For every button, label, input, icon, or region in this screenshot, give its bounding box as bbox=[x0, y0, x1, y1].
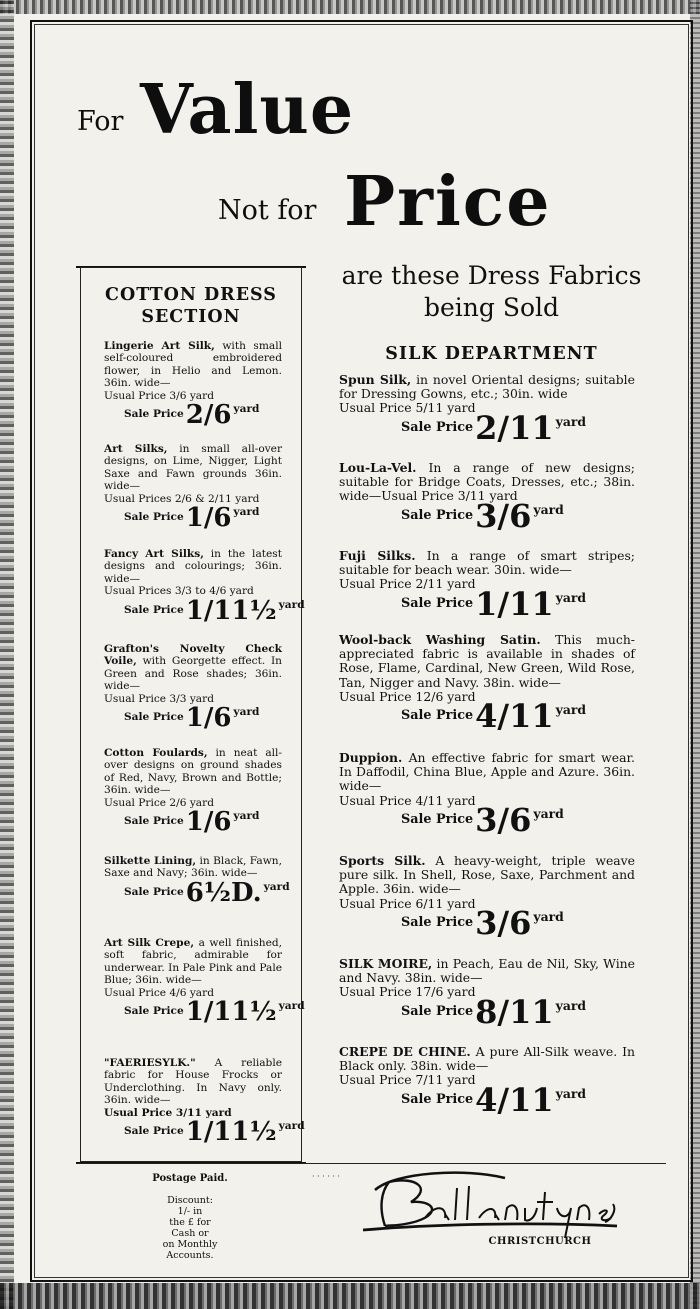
left-item bbox=[104, 643, 282, 734]
torn-edge-left bbox=[0, 0, 14, 1309]
item-name: Art Silk Crepe, bbox=[104, 937, 195, 949]
sale-price: Sale Price1/6 yard bbox=[124, 703, 260, 734]
sale-price: Sale Price3/6 yard bbox=[401, 903, 564, 942]
item-description: in small all-over designs, on Lime, Nigger, Light Saxe and Fawn grounds 36in. wide— bbox=[104, 443, 283, 493]
item-description: In a range of new designs; suitable for Bridge Coats, Dresses, etc.; 38in. wide—Usual Price 3/11 yard bbox=[339, 460, 635, 504]
sale-price: Sale Price4/11 yard bbox=[401, 697, 587, 736]
ballantynes-signature-logo bbox=[355, 1168, 620, 1243]
postage-paid: Postage Paid. bbox=[152, 1173, 228, 1184]
discount-note: Discount: 1/- in the £ for Cash or on Monthly Accounts. bbox=[162, 1195, 218, 1261]
item-description: in neat all-over designs on ground shades of Red, Navy, Brown and Bottle; 36in. wide— bbox=[104, 747, 283, 797]
sale-amount: 4/11 bbox=[475, 1080, 554, 1119]
torn-edge-bottom bbox=[0, 1283, 700, 1309]
item-name: Duppion. bbox=[339, 750, 403, 765]
item-name: Sports Silk. bbox=[339, 853, 426, 868]
item-name: Silkette Lining, bbox=[104, 855, 197, 867]
item-name: SILK MOIRE, bbox=[339, 956, 433, 971]
sale-amount: 3/6 bbox=[475, 800, 532, 839]
item-name: Fancy Art Silks, bbox=[104, 548, 204, 560]
intro-heading: are these Dress Fabrics being Sold bbox=[341, 261, 642, 322]
usual-price: Usual Prices 3/3 to 4/6 yard bbox=[104, 585, 254, 598]
item-name: Art Silks, bbox=[104, 443, 168, 455]
sale-amount: 1/6 bbox=[185, 503, 232, 534]
usual-price: Usual Price 12/6 yard bbox=[339, 688, 476, 704]
footer-rule bbox=[76, 1163, 666, 1164]
sale-amount: 1/6 bbox=[185, 703, 232, 734]
item-description: with small self-coloured embroidered flower, in Helio and Lemon. 36in. wide— bbox=[104, 340, 283, 390]
item-description: in Peach, Eau de Nil, Sky, Wine and Navy. 38in. wide— bbox=[339, 956, 635, 986]
left-item bbox=[104, 937, 305, 1028]
item-name: Wool-back Washing Satin. bbox=[339, 632, 541, 647]
sale-amount: 2/6 bbox=[185, 400, 232, 431]
right-item bbox=[339, 853, 635, 942]
item-description: in novel Oriental designs; suitable for Dressing Gowns, etc.; 30in. wide bbox=[339, 372, 635, 402]
sale-amount: 2/11 bbox=[475, 408, 554, 447]
sale-price: Sale Price1/11½ yard bbox=[124, 997, 305, 1028]
item-description: in the latest designs and colourings; 36in. wide— bbox=[104, 548, 282, 585]
right-item bbox=[339, 956, 635, 1031]
usual-price: Usual Price 2/11 yard bbox=[339, 576, 476, 592]
sale-price: Sale Price1/11 yard bbox=[401, 584, 587, 623]
right-item bbox=[339, 1044, 635, 1119]
city-name: CHRISTCHURCH bbox=[488, 1236, 592, 1247]
cotton-dress-section-title: COTTON DRESS SECTION bbox=[105, 285, 277, 327]
torn-edge-top bbox=[0, 0, 700, 14]
sale-price: Sale Price6½D. yard bbox=[124, 877, 290, 908]
sale-price: Sale Price3/6 yard bbox=[401, 800, 564, 839]
left-item bbox=[104, 548, 305, 626]
sale-price: Sale Price8/11 yard bbox=[401, 992, 587, 1031]
sale-amount: 8/11 bbox=[475, 992, 554, 1031]
usual-price: Usual Price 3/3 yard bbox=[104, 692, 214, 705]
usual-price: Usual Price 5/11 yard bbox=[339, 400, 476, 416]
item-name: Spun Silk, bbox=[339, 372, 412, 387]
item-description: a well finished, soft fabric, admirable for underwear. In Pale Pink and Pale Blue; 36in. wide— bbox=[104, 937, 283, 987]
sale-price: Sale Price1/6 yard bbox=[124, 807, 260, 838]
item-description: A heavy-weight, triple weave pure silk. In Shell, Rose, Saxe, Parchment and Apple. 36in. wide— bbox=[339, 853, 635, 897]
headline-value: Value bbox=[140, 70, 355, 150]
item-description: This much-appreciated fabric is available in shades of Rose, Flame, Cardinal, New Green, Wild Rose, Tan, Nigger and Navy. 38in. wide— bbox=[339, 632, 635, 690]
sale-amount: 3/6 bbox=[475, 903, 532, 942]
sale-amount: 1/11½ bbox=[185, 1117, 277, 1148]
usual-price: Usual Price 4/6 yard bbox=[104, 986, 214, 999]
usual-price: Usual Price 17/6 yard bbox=[339, 984, 476, 1000]
sale-price: Sale Price2/6 yard bbox=[124, 400, 260, 431]
item-name: CREPE DE CHINE. bbox=[339, 1044, 471, 1059]
sale-amount: 1/11½ bbox=[185, 997, 277, 1028]
sale-amount: 1/6 bbox=[185, 807, 232, 838]
usual-price: Usual Price 2/6 yard bbox=[104, 796, 214, 809]
item-name: Grafton's Novelty Check Voile, bbox=[104, 643, 282, 668]
usual-price: Usual Price 7/11 yard bbox=[339, 1072, 476, 1088]
right-item bbox=[339, 548, 635, 623]
decorative-dots: · · · · · · bbox=[312, 1172, 340, 1181]
right-item bbox=[339, 372, 635, 447]
sale-amount: 3/6 bbox=[475, 496, 532, 535]
headline-not-for: Not for bbox=[218, 195, 317, 226]
usual-price: Usual Price 3/11 yard bbox=[104, 1106, 232, 1119]
sale-amount: 6½D. bbox=[185, 877, 262, 908]
usual-price: Usual Prices 2/6 & 2/11 yard bbox=[104, 492, 260, 505]
left-item bbox=[104, 340, 283, 431]
left-item bbox=[104, 1057, 305, 1148]
usual-price: Usual Price 3/6 yard bbox=[104, 389, 214, 402]
item-description: A pure All-Silk weave. In Black only. 38in. wide— bbox=[339, 1044, 635, 1074]
usual-price: Usual Price 6/11 yard bbox=[339, 895, 476, 911]
left-item bbox=[104, 855, 290, 908]
sale-amount: 1/11 bbox=[475, 584, 554, 623]
sale-price: Sale Price4/11 yard bbox=[401, 1080, 587, 1119]
item-description: An effective fabric for smart wear. In Daffodil, China Blue, Apple and Azure. 36in. wide— bbox=[339, 750, 635, 794]
sale-price: Sale Price1/6 yard bbox=[124, 503, 260, 534]
item-name: Cotton Foulards, bbox=[104, 747, 208, 759]
headline-for: For bbox=[77, 106, 124, 137]
item-description: A reliable fabric for House Frocks or Underclothing. In Navy only. 36in. wide— bbox=[104, 1057, 282, 1107]
item-name: Lou-La-Vel. bbox=[339, 460, 417, 475]
item-description: In a range of smart stripes; suitable for beach wear. 30in. wide— bbox=[339, 548, 635, 578]
sale-amount: 1/11½ bbox=[185, 595, 277, 626]
item-name: Fuji Silks. bbox=[339, 548, 416, 563]
item-description: with Georgette effect. In Green and Rose shades; 36in. wide— bbox=[104, 655, 282, 693]
sale-amount: 4/11 bbox=[475, 697, 554, 736]
sale-price: Sale Price1/11½ yard bbox=[124, 1117, 305, 1148]
item-name: "FAERIESYLK." bbox=[104, 1057, 196, 1069]
sale-price: Sale Price1/11½ yard bbox=[124, 595, 305, 626]
item-description: in Black, Fawn, Saxe and Navy; 36in. wide— bbox=[104, 855, 282, 880]
left-item bbox=[104, 747, 283, 838]
sale-price: Sale Price2/11 yard bbox=[401, 408, 587, 447]
left-item bbox=[104, 443, 283, 534]
sale-price: Sale Price3/6 yard bbox=[401, 496, 564, 535]
headline-price: Price bbox=[344, 162, 552, 242]
right-item bbox=[339, 460, 635, 535]
right-item bbox=[339, 750, 635, 839]
usual-price: Usual Price 4/11 yard bbox=[339, 792, 476, 808]
silk-department-title: SILK DEPARTMENT bbox=[385, 344, 598, 364]
right-item bbox=[339, 632, 635, 736]
item-name: Lingerie Art Silk, bbox=[104, 340, 215, 352]
